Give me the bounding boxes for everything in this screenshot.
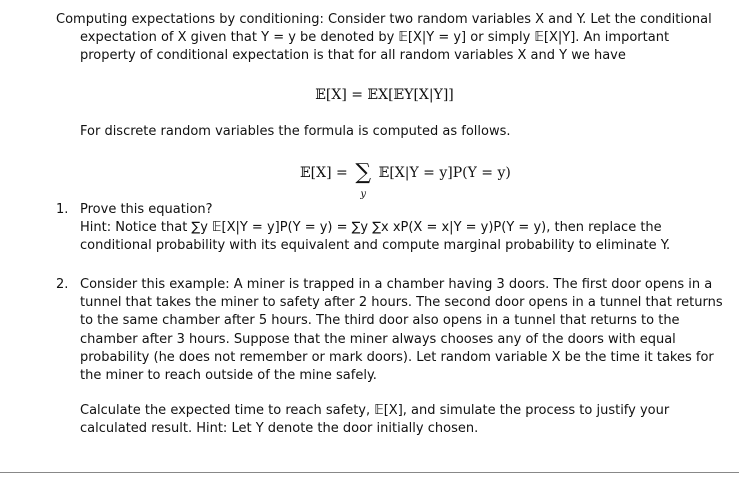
discrete-expectation-equation: [300, 160, 511, 200]
item-2-line-1: Consider this example: A miner is trapped in a chamber having 3 doors. The first door opens in a: [80, 277, 713, 292]
summation-index: y: [360, 189, 367, 200]
item-1-line-1: Prove this equation?: [80, 202, 213, 217]
bottom-divider: [0, 472, 739, 473]
law-of-total-expectation-equation: [0, 86, 739, 104]
item-1-line-2: Hint: Notice that ∑y 𝔼[X|Y = y]P(Y = y) = ∑y ∑x xP(X = x|Y = y)P(Y = y), then replace the: [80, 220, 662, 236]
equation-2-lhs: 𝔼[X] =: [300, 165, 348, 181]
item-2-line-2: tunnel that takes the miner to safety after 2 hours. The second door opens in a tunnel that returns: [80, 295, 723, 311]
list-item-number: 2.: [56, 277, 69, 292]
item-2-line-6: the miner to reach outside of the mine safely.: [80, 368, 377, 384]
equation-2-rhs: 𝔼[X|Y = y]P(Y = y): [378, 165, 511, 181]
list-item-1: [56, 201, 728, 256]
sigma-glyph: ∑: [355, 160, 372, 185]
intro-line-3: property of conditional expectation is that for all random variables X and Y we have: [80, 48, 626, 64]
summation-symbol: [352, 160, 374, 200]
intro-line-2: expectation of X given that Y = y be denoted by 𝔼[X|Y = y] or simply 𝔼[X|Y]. An important: [80, 30, 670, 46]
intro-paragraph: [56, 11, 726, 66]
item-2-line-3: to the same chamber after 5 hours. The third door also opens in a tunnel that returns to the: [80, 313, 680, 329]
item-2-line-5: probability (he does not remember or mark doors). Let random variable X be the time it takes for: [80, 349, 714, 365]
item-2-followup: [80, 402, 710, 438]
intro-line-1: Computing expectations by conditioning: Consider two random variables X and Y. Let the conditional: [56, 12, 712, 27]
list-item-2: [56, 276, 728, 385]
followup-line-2: calculated result. Hint: Let Y denote the door initially chosen.: [80, 421, 479, 437]
list-item-number: 1.: [56, 202, 69, 217]
followup-line-1: Calculate the expected time to reach safety, 𝔼[X], and simulate the process to justify your: [80, 403, 670, 418]
discrete-formula-intro: For discrete random variables the formula is computed as follows.: [80, 124, 511, 139]
item-1-line-3: conditional probability with its equivalent and compute marginal probability to eliminate Y.: [80, 238, 671, 254]
item-2-line-4: chamber after 3 hours. Suppose that the miner always chooses any of the doors with equal: [80, 331, 676, 347]
equation-1-text: 𝔼[X] = 𝔼X[𝔼Y[X|Y]]: [315, 87, 454, 103]
